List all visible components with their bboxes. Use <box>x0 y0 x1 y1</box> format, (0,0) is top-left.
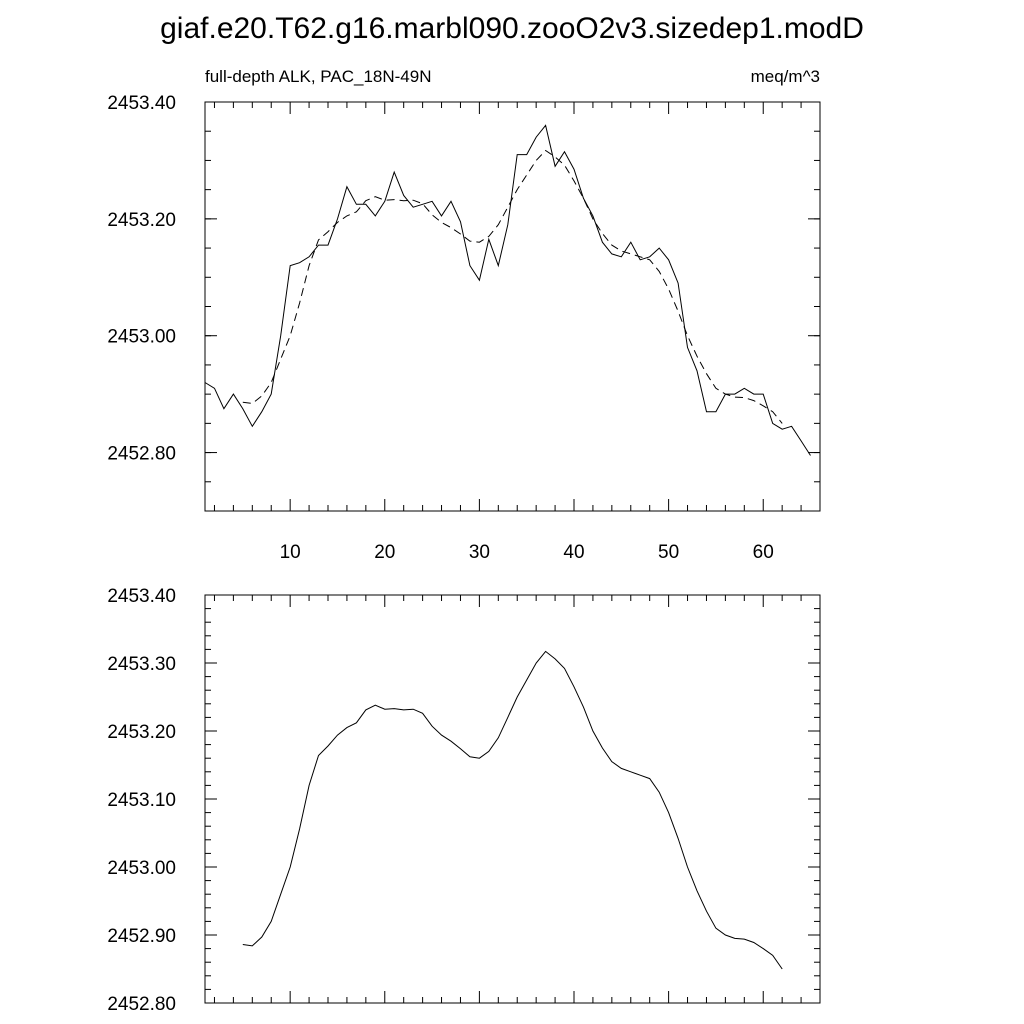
top-x-tick-label: 10 <box>279 542 301 563</box>
top-panel-frame <box>205 102 820 511</box>
top-x-tick-label: 50 <box>658 542 680 563</box>
top-y-tick-label: 2453.40 <box>107 93 176 114</box>
bottom-y-tick-label: 2453.00 <box>107 858 176 879</box>
subtitle-units: meq/m^3 <box>750 67 820 86</box>
top-y-tick-label: 2453.00 <box>107 326 176 348</box>
subtitle-variable-region: full-depth ALK, PAC_18N-49N <box>205 67 432 86</box>
bottom-series-running-mean <box>243 651 782 969</box>
top-x-tick-label: 60 <box>752 542 774 563</box>
top-y-tick-label: 2453.20 <box>107 209 176 231</box>
bottom-y-tick-label: 2452.90 <box>107 926 176 947</box>
bottom-panel-ticks <box>107 586 820 1015</box>
bottom-y-tick-label: 2453.30 <box>107 654 176 675</box>
bottom-panel-frame <box>205 595 820 1003</box>
bottom-y-tick-label: 2453.20 <box>107 722 176 743</box>
top-panel-series <box>205 125 811 455</box>
bottom-y-tick-label: 2452.80 <box>107 994 176 1015</box>
chart-title: giaf.e20.T62.g16.marbl090.zooO2v3.sizedep1.modD <box>160 12 864 45</box>
bottom-y-tick-label: 2453.40 <box>107 586 176 607</box>
top-panel <box>107 93 820 563</box>
bottom-panel-series <box>243 651 782 969</box>
top-x-tick-label: 20 <box>374 542 396 563</box>
top-panel-ticks <box>107 93 820 563</box>
top-x-tick-label: 30 <box>468 542 490 563</box>
bottom-y-tick-label: 2453.10 <box>107 790 176 811</box>
top-x-tick-label: 40 <box>563 542 585 563</box>
bottom-panel <box>107 586 820 1015</box>
top-series-annual <box>205 125 811 455</box>
top-y-tick-label: 2452.80 <box>107 443 176 465</box>
